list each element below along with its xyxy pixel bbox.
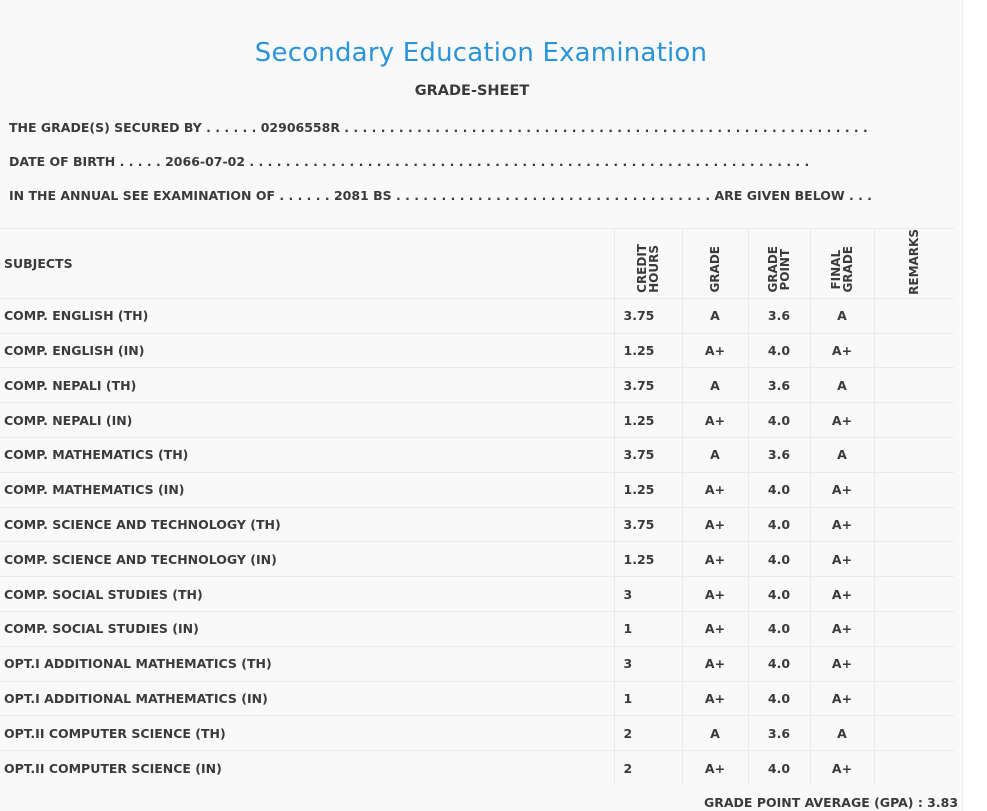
subject-cell: COMP. ENGLISH (IN) — [0, 333, 614, 368]
credit-hours-header: CREDIT HOURS — [614, 229, 682, 299]
final-grade-cell: A — [810, 438, 874, 473]
grade-cell: A — [682, 298, 748, 333]
credit-hours-cell: 1.25 — [614, 472, 682, 507]
remarks-cell — [874, 681, 954, 716]
final-grade-cell: A — [810, 368, 874, 403]
table-row — [0, 542, 954, 577]
credit-hours-cell: 3.75 — [614, 438, 682, 473]
secured-by-line: THE GRADE(S) SECURED BY . . . . . . 02906558R . . . . . . . . . . . . . . . . . . . . . . . . . . . . . . . . . . . . . . . . . . . . . . . . . . . . . . . . . . — [9, 120, 868, 135]
final-grade-header: FINAL GRADE — [810, 229, 874, 299]
grade-point-cell: 4.0 — [748, 507, 810, 542]
remarks-cell — [874, 438, 954, 473]
grade-point-cell: 3.6 — [748, 298, 810, 333]
final-grade-cell: A+ — [810, 507, 874, 542]
grade-point-cell: 4.0 — [748, 681, 810, 716]
grade-point-cell: 3.6 — [748, 368, 810, 403]
gpa-summary: GRADE POINT AVERAGE (GPA) : 3.83 — [704, 795, 959, 810]
remarks-cell — [874, 403, 954, 438]
table-row — [0, 333, 954, 368]
grade-point-cell: 4.0 — [748, 472, 810, 507]
final-grade-cell: A — [810, 716, 874, 751]
grade-point-cell: 4.0 — [748, 333, 810, 368]
remarks-cell — [874, 751, 954, 785]
credit-hours-cell: 3 — [614, 577, 682, 612]
grade-point-cell: 3.6 — [748, 438, 810, 473]
credit-hours-cell: 1.25 — [614, 333, 682, 368]
grade-cell: A+ — [682, 542, 748, 577]
remarks-header: REMARKS — [874, 229, 954, 299]
subject-cell: OPT.II COMPUTER SCIENCE (TH) — [0, 716, 614, 751]
table-row — [0, 612, 954, 647]
table-row — [0, 507, 954, 542]
table-row — [0, 298, 954, 333]
subject-cell: OPT.I ADDITIONAL MATHEMATICS (TH) — [0, 646, 614, 681]
table-row — [0, 438, 954, 473]
table-row — [0, 751, 954, 785]
subject-cell: COMP. SCIENCE AND TECHNOLOGY (IN) — [0, 542, 614, 577]
remarks-cell — [874, 472, 954, 507]
credit-hours-cell: 1.25 — [614, 542, 682, 577]
table-row — [0, 577, 954, 612]
final-grade-cell: A+ — [810, 403, 874, 438]
grade-cell: A+ — [682, 507, 748, 542]
credit-hours-cell: 2 — [614, 716, 682, 751]
grade-header: GRADE — [682, 229, 748, 299]
credit-hours-cell: 1 — [614, 681, 682, 716]
grade-cell: A+ — [682, 681, 748, 716]
table-header-row — [0, 229, 954, 299]
subjects-header: SUBJECTS — [0, 229, 614, 299]
grade-cell: A — [682, 716, 748, 751]
remarks-cell — [874, 368, 954, 403]
credit-hours-cell: 3.75 — [614, 298, 682, 333]
grade-cell: A+ — [682, 612, 748, 647]
table-row — [0, 716, 954, 751]
grade-point-cell: 4.0 — [748, 751, 810, 785]
grade-cell: A+ — [682, 472, 748, 507]
table-row — [0, 472, 954, 507]
remarks-cell — [874, 577, 954, 612]
remarks-cell — [874, 333, 954, 368]
grade-point-cell: 4.0 — [748, 542, 810, 577]
credit-hours-cell: 2 — [614, 751, 682, 785]
final-grade-cell: A+ — [810, 646, 874, 681]
subject-cell: COMP. MATHEMATICS (IN) — [0, 472, 614, 507]
subject-cell: COMP. SOCIAL STUDIES (TH) — [0, 577, 614, 612]
credit-hours-cell: 1 — [614, 612, 682, 647]
final-grade-cell: A+ — [810, 612, 874, 647]
remarks-cell — [874, 298, 954, 333]
grades-table — [0, 228, 954, 785]
final-grade-cell: A+ — [810, 577, 874, 612]
table-row — [0, 403, 954, 438]
examination-line: IN THE ANNUAL SEE EXAMINATION OF . . . . . . 2081 BS . . . . . . . . . . . . . . . . . . . . . . . . . . . . . . . . . . . ARE GIVEN BELOW . . . — [9, 188, 872, 203]
credit-hours-cell: 1.25 — [614, 403, 682, 438]
table-row — [0, 646, 954, 681]
remarks-cell — [874, 646, 954, 681]
grade-point-cell: 4.0 — [748, 577, 810, 612]
subject-cell: COMP. ENGLISH (TH) — [0, 298, 614, 333]
remarks-cell — [874, 542, 954, 577]
remarks-cell — [874, 716, 954, 751]
grade-cell: A+ — [682, 751, 748, 785]
table-row — [0, 368, 954, 403]
subject-cell: OPT.I ADDITIONAL MATHEMATICS (IN) — [0, 681, 614, 716]
date-of-birth-line: DATE OF BIRTH . . . . . 2066-07-02 . . . . . . . . . . . . . . . . . . . . . . . . . . . . . . . . . . . . . . . . . . . . . . . . . . . . . . . . . . . . . . — [9, 154, 810, 169]
final-grade-cell: A+ — [810, 333, 874, 368]
grade-cell: A+ — [682, 646, 748, 681]
grade-point-cell: 4.0 — [748, 646, 810, 681]
credit-hours-cell: 3.75 — [614, 368, 682, 403]
credit-hours-cell: 3.75 — [614, 507, 682, 542]
grade-cell: A — [682, 438, 748, 473]
final-grade-cell: A+ — [810, 681, 874, 716]
subject-cell: OPT.II COMPUTER SCIENCE (IN) — [0, 751, 614, 785]
page-title: Secondary Education Examination — [254, 38, 708, 68]
grade-point-cell: 3.6 — [748, 716, 810, 751]
subject-cell: COMP. SOCIAL STUDIES (IN) — [0, 612, 614, 647]
credit-hours-cell: 3 — [614, 646, 682, 681]
subject-cell: COMP. SCIENCE AND TECHNOLOGY (TH) — [0, 507, 614, 542]
final-grade-cell: A — [810, 298, 874, 333]
final-grade-cell: A+ — [810, 542, 874, 577]
remarks-cell — [874, 612, 954, 647]
grade-cell: A+ — [682, 403, 748, 438]
page-subtitle: GRADE-SHEET — [414, 83, 530, 99]
grade-point-cell: 4.0 — [748, 403, 810, 438]
subject-cell: COMP. NEPALI (IN) — [0, 403, 614, 438]
final-grade-cell: A+ — [810, 472, 874, 507]
grade-point-cell: 4.0 — [748, 612, 810, 647]
grade-cell: A — [682, 368, 748, 403]
subject-cell: COMP. MATHEMATICS (TH) — [0, 438, 614, 473]
remarks-cell — [874, 507, 954, 542]
grade-cell: A+ — [682, 333, 748, 368]
grade-point-header: GRADE POINT — [748, 229, 810, 299]
subject-cell: COMP. NEPALI (TH) — [0, 368, 614, 403]
final-grade-cell: A+ — [810, 751, 874, 785]
table-row — [0, 681, 954, 716]
grade-cell: A+ — [682, 577, 748, 612]
